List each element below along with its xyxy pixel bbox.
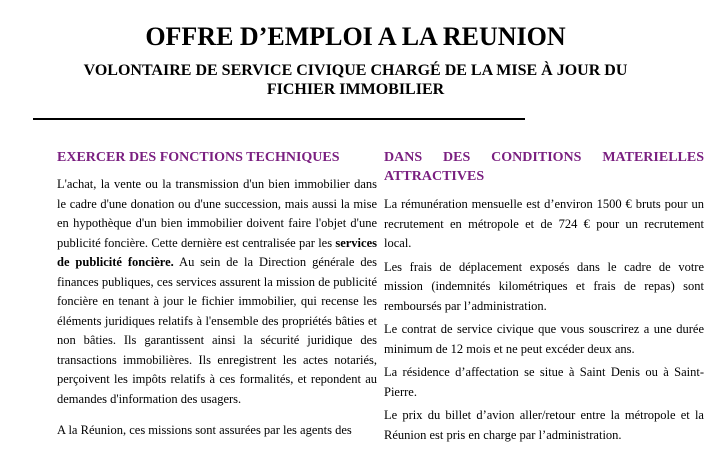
left-paragraph-1-bold: services de publicité foncière. bbox=[57, 235, 377, 269]
right-paragraph: Les frais de déplacement exposés dans le cadre de votre mission (indemnités kilométriques et frais de repas) sont remboursés par l’administration. bbox=[384, 259, 704, 313]
page-subtitle bbox=[40, 61, 671, 99]
subtitle-line-2: FICHIER IMMOBILIER bbox=[266, 81, 445, 98]
right-paragraph: La résidence d’affectation se situe à Saint Denis ou à Saint-Pierre. bbox=[384, 365, 704, 399]
left-column-heading: EXERCER DES FONCTIONS TECHNIQUES bbox=[57, 150, 340, 165]
right-column-heading: DANS DES CONDITIONS MATERIELLES ATTRACTIVES bbox=[384, 150, 704, 184]
left-paragraph-1 bbox=[57, 175, 377, 409]
right-paragraph: Le contrat de service civique que vous souscrirez a une durée minimum de 12 mois et ne peut excéder deux ans. bbox=[384, 322, 704, 356]
page-title: OFFRE D’EMPLOI A LA REUNION bbox=[145, 22, 566, 51]
left-paragraph-2: A la Réunion, ces missions sont assurées par les agents des bbox=[57, 423, 352, 437]
title-divider bbox=[33, 118, 525, 120]
right-paragraph: Le prix du billet d’avion aller/retour entre la métropole et la Réunion est pris en charge par l’administration. bbox=[384, 408, 704, 442]
subtitle-line-1: VOLONTAIRE DE SERVICE CIVIQUE CHARGÉ DE LA MISE À JOUR DU bbox=[83, 62, 628, 79]
left-paragraph-1-text-a: L'achat, la vente ou la transmission d'un bien immobilier dans le cadre d'une donation ou d'une succession, mais aussi la mise en hypothèque d'un bien immobilier doivent faire l'objet d'une publicité foncière. Cette dernière est centralisée par les bbox=[57, 177, 377, 250]
right-column bbox=[384, 148, 704, 449]
left-paragraph-1-text-b: Au sein de la Direction générale des finances publiques, ces services assurent la mission de publicité foncière en tenant à jour le fichier immobilier, qui recense les éléments juridiques relatifs à l'ensemble des propriétés bâties et non bâties. Ils garantissent ainsi la sécurité juridique des transactions immobilières. Ils enregistrent les actes notariés, perçoivent les impôts relatifs à ces formalités, et repondent au demandes d'information des usagers. bbox=[57, 255, 377, 406]
right-paragraph: La rémunération mensuelle est d’environ 1500 € bruts pour un recrutement en métropole et de 724 € pour un recrutement local. bbox=[384, 197, 704, 250]
left-column bbox=[57, 148, 377, 445]
